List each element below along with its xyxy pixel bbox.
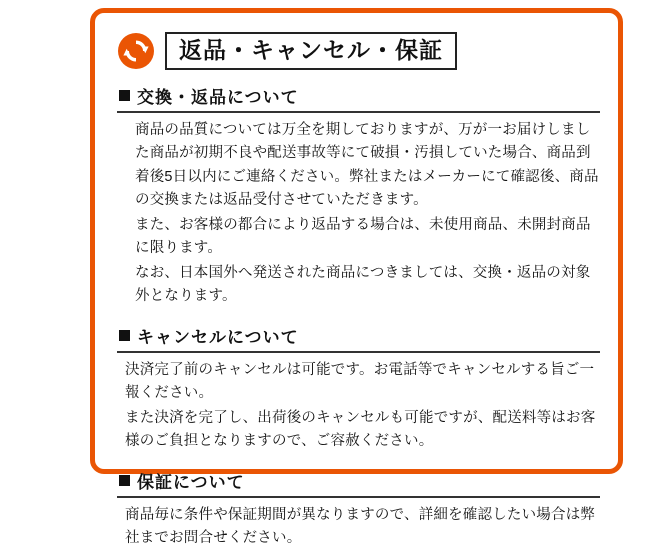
- panel-title-row: [117, 29, 600, 73]
- refresh-icon: [117, 32, 155, 70]
- returns-policy-panel: [90, 8, 623, 547]
- section-heading: [117, 323, 600, 353]
- section-body: [117, 119, 600, 309]
- bullet-square-icon: [119, 475, 130, 486]
- section-heading-label: 交換・返品について: [137, 88, 299, 107]
- section-heading: [117, 83, 600, 113]
- section-warranty: [117, 468, 600, 551]
- section-cancellation: [117, 323, 600, 454]
- section-body: [117, 504, 600, 551]
- paragraph: また、お客様の都合により返品する場合は、未使用商品、未開封商品に限ります。: [135, 216, 591, 257]
- paragraph: 商品毎に条件や保証期間が異なりますので、詳細を確認したい場合は弊社までお問合せください。: [125, 506, 596, 547]
- paragraph: また決済を完了し、出荷後のキャンセルも可能ですが、配送料等はお客様のご負担となりますので、ご容赦ください。: [125, 409, 596, 450]
- section-exchange-return: [117, 83, 600, 309]
- spacer: [117, 313, 600, 323]
- paragraph: なお、日本国外へ発送された商品につきましては、交換・返品の対象外となります。: [135, 264, 591, 305]
- section-heading-label: 保証について: [137, 472, 245, 492]
- paragraph: 決済完了前のキャンセルは可能です。お電話等でキャンセルする旨ご一報ください。: [125, 361, 595, 402]
- bullet-square-icon: [119, 330, 130, 341]
- section-heading-label: キャンセルについて: [137, 327, 299, 347]
- page-title: 返品・キャンセル・保証: [165, 32, 457, 70]
- section-heading: [117, 468, 600, 498]
- panel-content: [117, 29, 600, 547]
- paragraph: 商品の品質については万全を期しておりますが、万が一お届けしました商品が初期不良や配送事故等にて破損・汚損していた場合、商品到着後5日以内にご連絡ください。弊社またはメーカーにて確認後、商品の交換または返品受付させていただきます。: [135, 122, 599, 209]
- bullet-square-icon: [119, 90, 130, 101]
- section-body: [117, 359, 600, 454]
- spacer: [117, 458, 600, 468]
